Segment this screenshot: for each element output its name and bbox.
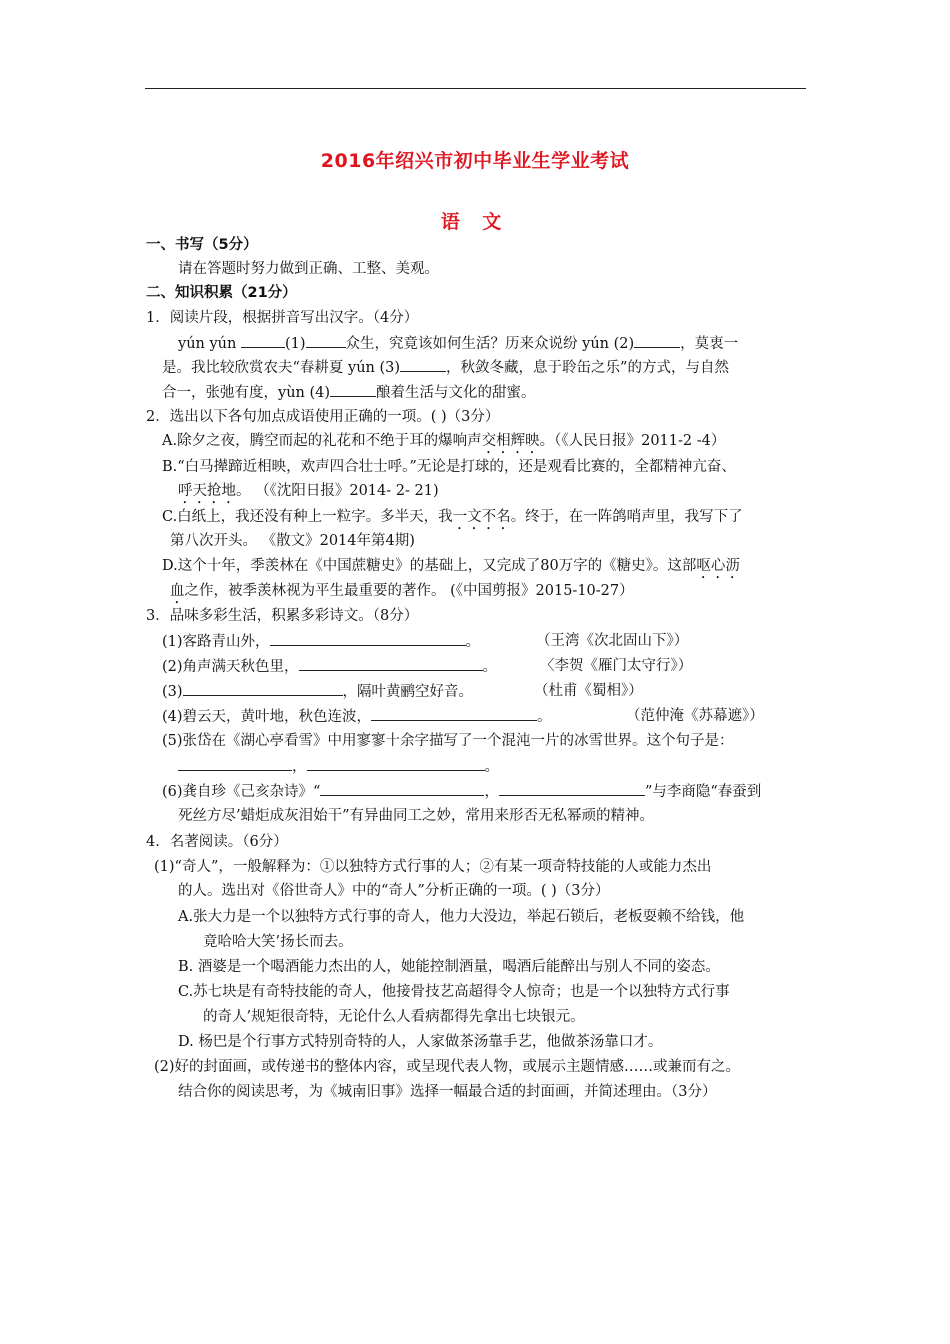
q2-b-idiom: 呼天抢地 <box>178 483 236 499</box>
q4-option-c-line1: C.苏七块是有奇特技能的奇人，他接骨技艺高超得令人惊奇；也是一个以独特方式行事 <box>178 984 730 1000</box>
q3-6-sep: ， <box>484 784 499 800</box>
q3-3-num: (3) <box>162 684 183 700</box>
q4-option-a-line2: 竟哈哈大笑’扬长而去。 <box>203 934 353 950</box>
q1-l1-b: (1) <box>284 336 306 352</box>
q4-option-d: D. 杨巴是个行事方式特别奇特的人，人家做茶汤靠手艺，他做茶汤靠口才。 <box>178 1034 663 1050</box>
q2-b-source: 。 （《沈阳日报》2014- 2- 21) <box>236 483 439 499</box>
q2-option-a <box>162 431 725 457</box>
q2-option-b-line2 <box>178 481 439 507</box>
q1-l2-b: ，秋敛冬藏，息于聆缶之乐”的方式，与自然 <box>446 360 729 376</box>
q4-sub1-line1: (1)“奇人”，一般解释为：①以独特方式行事的人；②有某一项奇特技能的人或能力杰出 <box>154 859 712 875</box>
q3-2-end: 。 <box>482 659 498 675</box>
q1-line-2 <box>162 357 729 378</box>
q1-l3-a: 合一，张弛有度，yùn (4) <box>162 385 331 401</box>
q2-c-text-2: 。终于，在一阵鸽哨声里，我写下了 <box>510 509 743 525</box>
q3-4-text: (4)碧云天，黄叶地，秋色连波， <box>162 709 372 725</box>
q2-option-c-line2: 第八次开头。 《散文》2014年第4期) <box>170 533 415 549</box>
q4-sub2-line2: 结合你的阅读思考，为《城南旧事》选择一幅最合适的封面画，并简述理由。（3分） <box>178 1084 717 1100</box>
subject-title: 语 文 <box>440 211 510 233</box>
q3-3-text: ，隔叶黄鹂空好音。 <box>342 684 474 700</box>
q2-option-d-line1 <box>162 556 740 582</box>
q1-blank-4[interactable] <box>330 382 376 397</box>
q4-stem: 4．名著阅读。（6分） <box>146 834 288 850</box>
q1-l3-b: 酿着生活与文化的甜蜜。 <box>376 385 536 401</box>
q1-l1-d: ，莫衷一 <box>680 336 739 352</box>
q3-1-end: 。 <box>465 634 481 650</box>
q3-blank-5a[interactable] <box>178 756 292 771</box>
q3-blank-6b[interactable] <box>499 781 645 796</box>
q3-blank-2[interactable] <box>299 656 483 671</box>
section-1-heading: 一、书写（5分） <box>146 237 258 253</box>
q4-option-b: B. 酒婆是一个喝酒能力杰出的人，她能控制酒量，喝酒后能醉出与别人不同的姿态。 <box>178 959 720 975</box>
q4-option-c-line2: 的奇人’规矩很奇特，无论什么人看病都得先拿出七块银元。 <box>203 1009 585 1025</box>
q3-item-5-blanks <box>178 756 499 777</box>
q4-option-a-line1: A.张大力是一个以独特方式行事的奇人，他力大没边，举起石锁后，老板耍赖不给钱，他 <box>178 909 745 925</box>
q3-5-end: 。 <box>484 759 499 775</box>
q3-1-source: （王湾《次北固山下》） <box>536 633 689 649</box>
q1-l1-c: 众生，究竟该如何生活？历来众说纷 yún (2) <box>345 336 635 352</box>
q3-item-5: (5)张岱在《湖心亭看雪》中用寥寥十余字描写了一个混沌一片的冰雪世界。这个句子是： <box>162 733 734 749</box>
q3-item-4 <box>162 706 552 727</box>
q1-blank-3[interactable] <box>400 357 446 372</box>
q2-c-text: C.白纸上，我还没有种上一粒字。多半天，我 <box>162 509 453 525</box>
q1-line-1 <box>178 333 738 354</box>
q3-blank-4[interactable] <box>371 706 537 721</box>
q2-a-text: A.除夕之夜，腾空而起的礼花和不绝于耳的爆响声 <box>162 433 482 449</box>
q3-5-sep: ， <box>292 759 307 775</box>
q3-2-text: (2)角声满天秋色里， <box>162 659 299 675</box>
q1-blank-1[interactable] <box>241 333 285 348</box>
q3-6-text-2: ”与李商隐“春蚕到 <box>644 784 762 800</box>
q2-option-b-line1: B.“白马撵蹄近相映，欢声四合壮士呼。”无论是打球的，还是观看比赛的，全都精神亢奋、 <box>162 459 736 475</box>
q3-blank-1[interactable] <box>270 631 466 646</box>
q1-l2-a: 是。我比较欣赏农夫“春耕夏 yún (3) <box>162 360 401 376</box>
q2-stem: 2．选出以下各句加点成语使用正确的一项。( )（3分） <box>146 409 500 425</box>
q1-line-3 <box>162 382 536 403</box>
q2-a-source: 。（《人民日报》2011-2 -4） <box>539 433 726 449</box>
q3-blank-5b[interactable] <box>307 756 485 771</box>
q2-c-idiom: 一文不名 <box>452 509 511 525</box>
header-rule <box>145 88 806 89</box>
exam-title: 2016年绍兴市初中毕业生学业考试 <box>320 150 630 172</box>
section-1-body: 请在答题时努力做到正确、工整、美观。 <box>178 261 439 277</box>
q1-stem: 1．阅读片段，根据拼音写出汉字。（4分） <box>146 310 419 326</box>
q3-blank-3[interactable] <box>183 681 343 696</box>
q2-option-c-line1 <box>162 507 743 533</box>
q3-item-2 <box>162 656 497 677</box>
q2-a-idiom: 交相辉映 <box>481 433 540 449</box>
q3-1-text: (1)客路青山外， <box>162 634 270 650</box>
q3-6-text: (6)龚自珍《己亥杂诗》“ <box>162 784 321 800</box>
q3-2-source: 〈李贺《雁门太守行》） <box>540 658 693 674</box>
q3-item-6 <box>162 781 761 802</box>
q2-d-source: 之作，被季羡林视为平生最重要的著作。 (《中国剪报》2015-10-27） <box>184 583 634 599</box>
q2-d-idiom-1: 呕心沥 <box>696 558 740 574</box>
q2-option-d-line2 <box>170 581 634 607</box>
q3-3-source: （杜甫《蜀相》） <box>534 683 643 699</box>
q4-sub2-line1: (2)好的封面画，或传递书的整体内容，或呈现代表人物，或展示主题情感……或兼而有之。 <box>154 1059 741 1075</box>
q3-4-source: （范仲淹《苏幕遮》） <box>626 708 764 724</box>
q4-sub1-line2: 的人。选出对《俗世奇人》中的“奇人”分析正确的一项。( )（3分） <box>178 883 610 899</box>
q3-item-3 <box>162 681 473 702</box>
q3-item-1 <box>162 631 480 652</box>
q3-blank-6a[interactable] <box>320 781 484 796</box>
q2-d-text: D.这个十年，季羡林在《中国蔗糖史》的基础上，又完成了80万字的《糖史》。这部 <box>162 558 697 574</box>
q3-item-6-line2: 死丝方尽’蜡炬成灰泪始干”有异曲同工之妙，常用来形否无私幂顽的精神。 <box>178 808 655 824</box>
q1-blank-1b[interactable] <box>306 333 346 348</box>
q1-l1-a: yún yún <box>178 336 241 352</box>
q2-d-idiom-2: 血 <box>170 583 185 599</box>
q3-stem: 3．品味多彩生活，积累多彩诗文。（8分） <box>146 608 419 624</box>
q3-4-end: 。 <box>537 709 552 725</box>
q1-blank-2[interactable] <box>634 333 680 348</box>
section-2-heading: 二、知识积累（21分） <box>146 285 297 301</box>
